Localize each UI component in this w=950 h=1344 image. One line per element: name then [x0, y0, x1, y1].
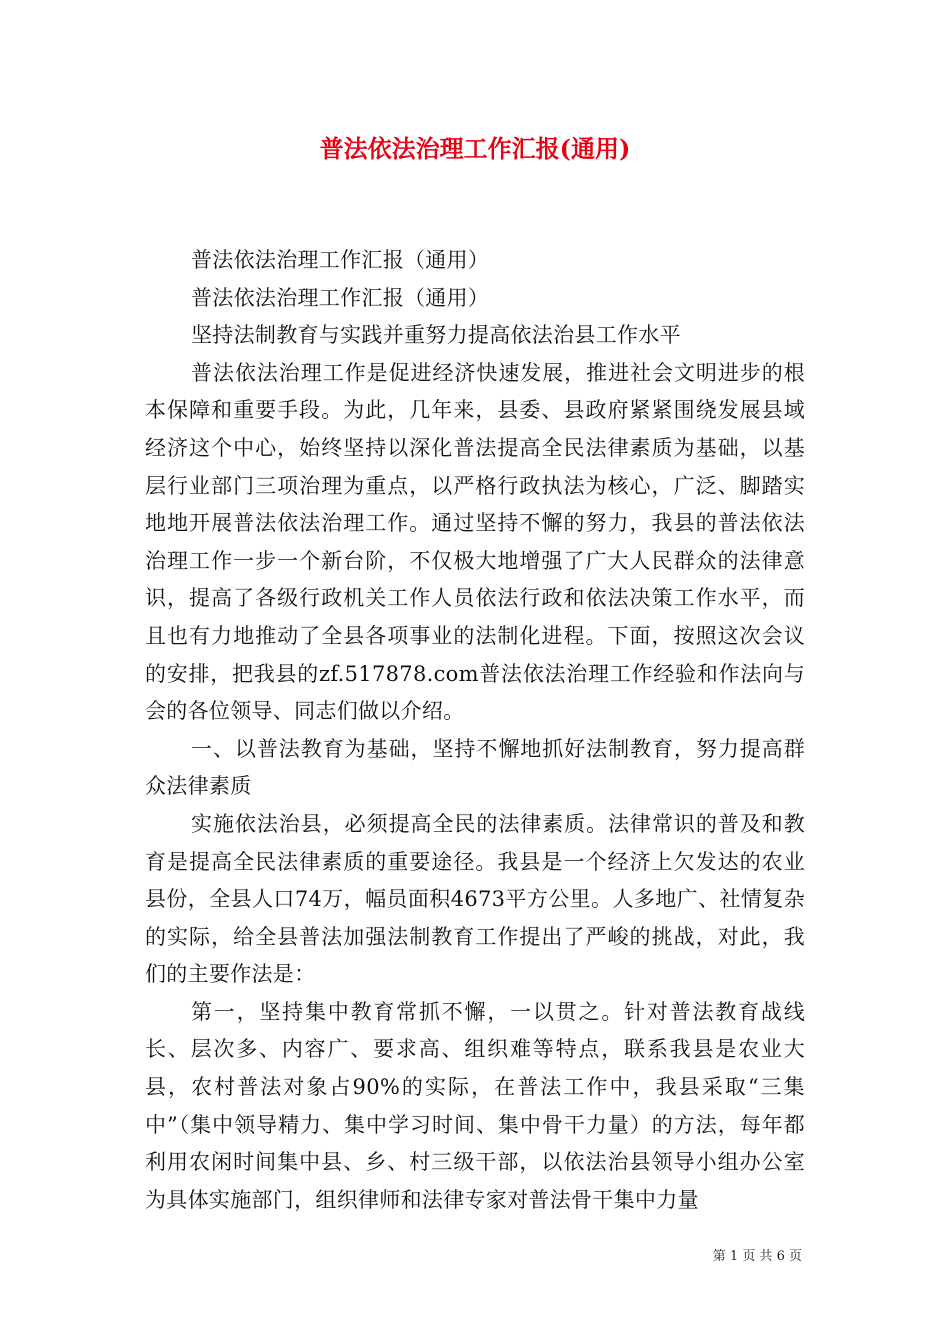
section-heading: 一、以普法教育为基础，坚持不懈地抓好法制教育，努力提高群众法律素质 — [145, 736, 805, 799]
paragraph: 第一，坚持集中教育常抓不懈，一以贯之。针对普法教育战线长、层次多、内容广、要求高、组织难等特点，联系我县是农业大县，农村普法对象占90%的实际，在普法工作中，我县采取“三集中”（集中领导精力、集中学习时间、集中骨干力量）的方法，每年都利用农闲时间集中县、乡、村三级干部，以依法治县领导小组办公室为具体实施部门，组织律师和法律专家对普法骨干集中力量 — [145, 999, 805, 1212]
document-title: 普法依法治理工作汇报(通用) — [319, 134, 631, 163]
paragraph: 普法依法治理工作汇报（通用） — [191, 248, 490, 272]
paragraph: 普法依法治理工作汇报（通用） — [191, 285, 490, 310]
document-body — [145, 242, 805, 1219]
paragraph: 普法依法治理工作是促进经济快速发展，推进社会文明进步的根本保障和重要手段。为此，几年来，县委、县政府紧紧围绕发展县域经济这个中心，始终坚持以深化普法提高全民法律素质为基础，以基层行业部门三项治理为重点，以严格行政执法为核心，广泛、脚踏实地地开展普法依法治理工作。通过坚持不懈的努力，我县的普法依法治理工作一步一个新台阶，不仅极大地增强了广大人民群众的法律意识，提高了各级行政机关工作人员依法行政和依法决策工作水平，而且也有力地推动了全县各项事业的法制化进程。下面，按照这次会议的安排，把我县的zf.517878.com普法依法治理工作经验和作法向与会的各位领导、同志们做以介绍。 — [145, 360, 805, 724]
paragraph: 坚持法制教育与实践并重努力提高依法治县工作水平 — [191, 323, 681, 348]
page-number: 第 1 页 共 6 页 — [712, 1249, 802, 1264]
paragraph: 实施依法治县，必须提高全民的法律素质。法律常识的普及和教育是提高全民法律素质的重要途径。我县是一个经济上欠发达的农业县份，全县人口74万，幅员面积4673平方公里。人多地广、社情复杂的实际，给全县普法加强法制教育工作提出了严峻的挑战，对此，我们的主要作法是： — [145, 811, 805, 987]
